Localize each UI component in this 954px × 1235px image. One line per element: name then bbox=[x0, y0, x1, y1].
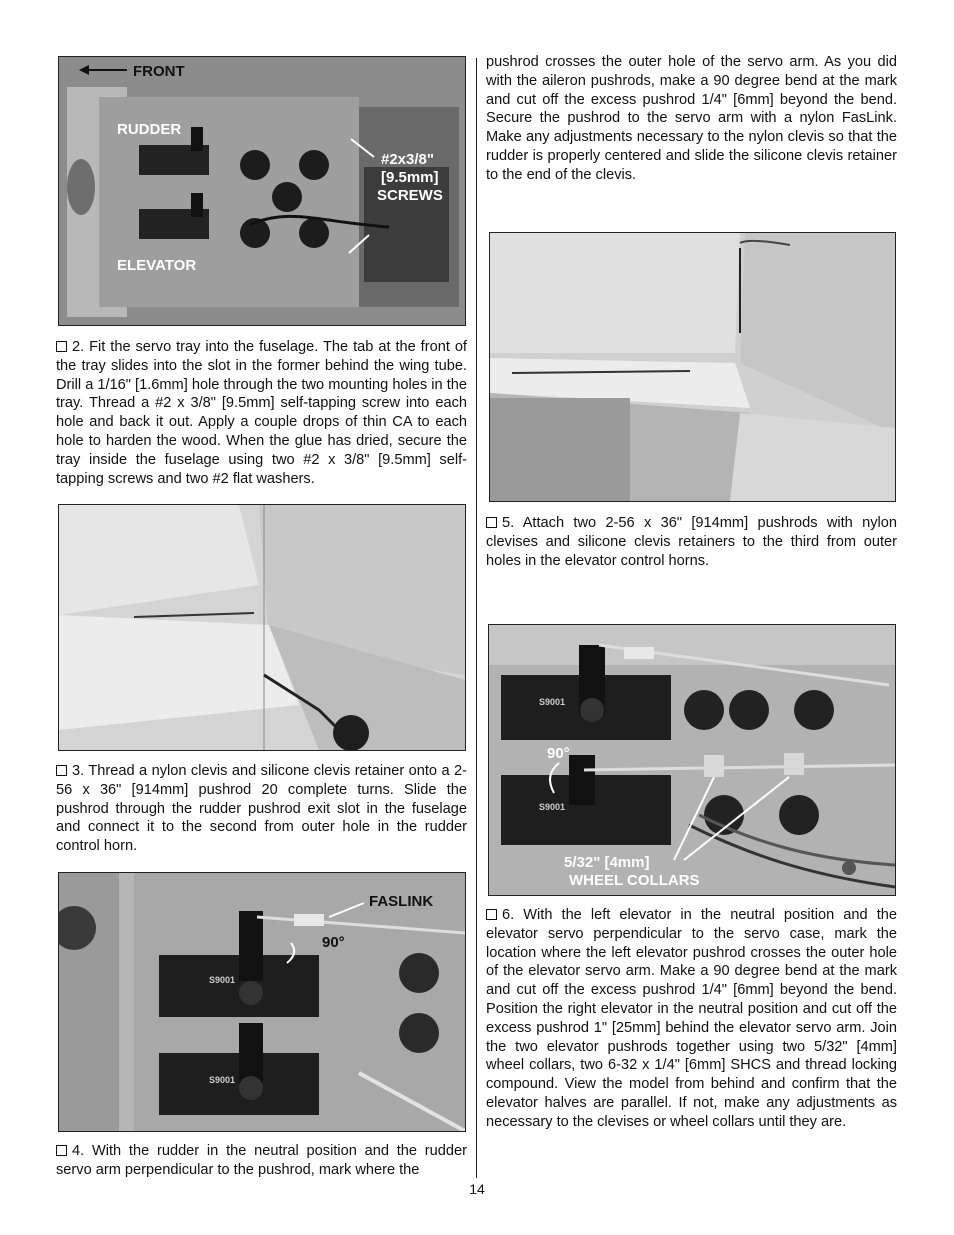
servo-brand-label-3: S9001 bbox=[539, 697, 566, 707]
checkbox-icon[interactable] bbox=[486, 909, 497, 920]
checkbox-icon[interactable] bbox=[56, 341, 67, 352]
elevator-label: ELEVATOR bbox=[117, 257, 197, 274]
checkbox-icon[interactable] bbox=[486, 517, 497, 528]
servo-tray-photo bbox=[58, 56, 466, 326]
faslink-photo bbox=[58, 872, 466, 1132]
servo-brand-label: S9001 bbox=[209, 975, 236, 985]
rudder-label: RUDDER bbox=[117, 121, 182, 138]
collars-label-1: 5/32" [4mm] bbox=[564, 854, 650, 871]
collars-label-2: WHEEL COLLARS bbox=[569, 872, 700, 889]
wheel-collars-photo bbox=[488, 624, 896, 896]
checkbox-icon[interactable] bbox=[56, 765, 67, 776]
checkbox-icon[interactable] bbox=[56, 1145, 67, 1156]
faslink-label: FASLINK bbox=[369, 893, 434, 910]
step-4-continued-text: pushrod crosses the outer hole of the servo arm. As you did with the aileron pushrods, make a 90 degree bend at the mark and cut off the excess pushrod 1/4" [6mm] beyond the bend. Secure the pushrod to the servo arm with a nylon FasLink. Make any adjustments necessary to the nylon clevis so that the rudder is properly centered and slide the silicone clevis retainer to the end of the clevis. bbox=[486, 54, 897, 183]
step-4-text: 4. With the rudder in the neutral position and the rudder servo arm perpendicular to the pushrod, mark where the bbox=[56, 1143, 467, 1178]
front-label: FRONT bbox=[133, 63, 185, 80]
step-3-text: 3. Thread a nylon clevis and silicone clevis retainer onto a 2-56 x 36" [914mm] pushrod 20 complete turns. Slide the pushrod through the rudder pushrod exit slot in the fuselage and connect it to the second from outer hole in the rudder control horn. bbox=[56, 763, 467, 855]
step-6-text: 6. With the left elevator in the neutral position and the elevator servo perpendicular to the servo case, mark the location where the left elevator pushrod crosses the outer hole of the elevator servo arm. Make a 90 degree bend at the mark and cut off the excess pushrod 1/4" [6mm] beyond the bend. Position the right elevator in the neutral position and cut off the excess pushrod 1" [25mm] behind the elevator servo arm. Join the two elevator pushrods together using two 5/32" [4mm] wheel collars, two 6-32 x 1/4" [6mm] SHCS and thread locking compound. View the model from behind and confirm that the elevator halves are parallel. If not, make any adjustments as necessary to the clevises or wheel collars until they are. bbox=[486, 907, 897, 1130]
page-number: 14 bbox=[469, 1181, 485, 1197]
angle-90-label-2: 90° bbox=[547, 745, 570, 762]
screws-label-1: #2x3/8" bbox=[381, 151, 434, 168]
screws-label-3: SCREWS bbox=[377, 187, 443, 204]
screws-label-2: [9.5mm] bbox=[381, 169, 439, 186]
servo-brand-label-2: S9001 bbox=[209, 1075, 236, 1085]
angle-90-label: 90° bbox=[322, 934, 345, 951]
step-2-text: 2. Fit the servo tray into the fuselage. The tab at the front of the tray slides into the slot in the former behind the wing tube. Drill a 1/16" [1.6mm] hole through the two mounting holes in the tray. Thread a #2 x 3/8" [9.5mm] self-tapping screw into each hole and back it out. Apply a couple drops of thin CA to each hole to harden the wood. When the glue has dried, secure the tray inside the fuselage using two #2 x 3/8" [9.5mm] self-tapping screws and two #2 flat washers. bbox=[56, 339, 467, 487]
rudder-pushrod-photo bbox=[58, 504, 466, 751]
servo-brand-label-4: S9001 bbox=[539, 802, 566, 812]
column-divider bbox=[476, 58, 477, 1178]
elevator-pushrod-photo bbox=[489, 232, 896, 502]
step-5-text: 5. Attach two 2-56 x 36" [914mm] pushrods with nylon clevises and silicone clevis retainers to the third from outer holes in the elevator control horns. bbox=[486, 515, 897, 569]
